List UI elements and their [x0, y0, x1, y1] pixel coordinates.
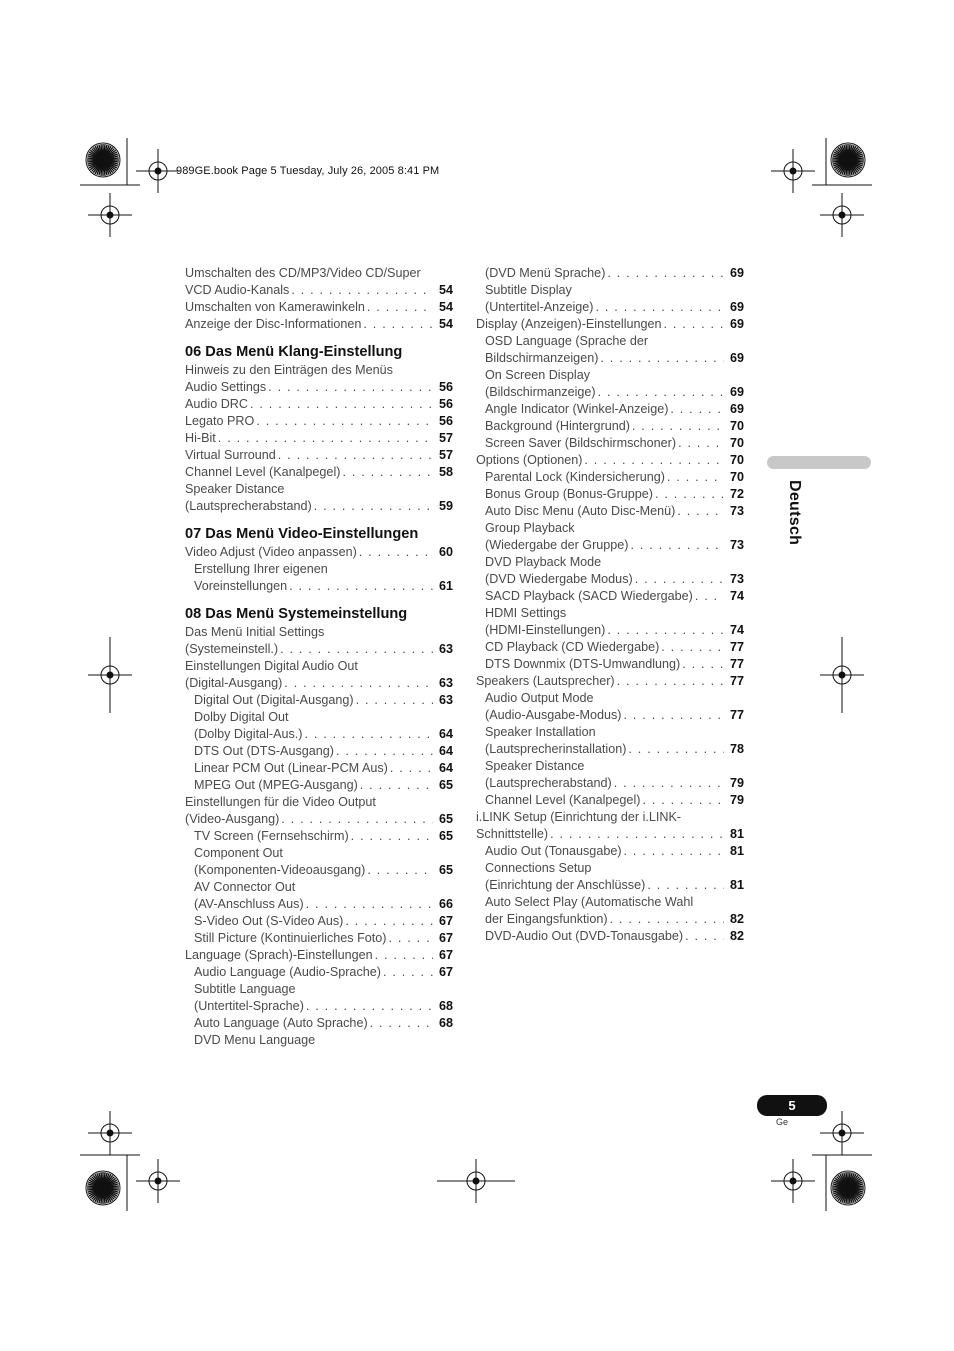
toc-entry-label: Channel Level (Kanalpegel) — [185, 465, 341, 479]
toc-entry-label: Language (Sprach)-Einstellungen — [185, 948, 373, 962]
toc-text-line: Connections Setup — [485, 861, 592, 875]
toc-entry-page: 69 — [729, 402, 744, 416]
toc-entry — [185, 430, 453, 447]
toc-entry — [476, 911, 744, 928]
toc-entry — [476, 622, 744, 639]
toc-entry — [185, 760, 453, 777]
toc-entry-label: (Lautsprecherabstand) — [185, 499, 312, 513]
toc-entry-label: (Systemeinstell.) — [185, 642, 279, 656]
toc-entry-page: 69 — [729, 385, 744, 399]
toc-entry — [185, 464, 453, 481]
toc-entry-page: 81 — [729, 844, 744, 858]
dot-leader — [624, 707, 724, 724]
toc-text-line: HDMI Settings — [485, 606, 567, 620]
toc-entry-label: Audio DRC — [185, 397, 248, 411]
dot-leader — [367, 299, 433, 316]
toc-entry-label: Linear PCM Out (Linear-PCM Aus) — [194, 761, 388, 775]
dot-leader — [306, 896, 433, 913]
toc-entry-page: 54 — [438, 283, 453, 297]
dot-leader — [367, 862, 433, 879]
dot-leader — [647, 877, 724, 894]
toc-entry-page: 67 — [438, 914, 453, 928]
dot-leader — [284, 675, 433, 692]
toc-entry-page: 64 — [438, 761, 453, 775]
toc-text-line: Erstellung Ihrer eigenen — [194, 562, 328, 576]
toc-entry — [185, 998, 453, 1015]
toc-entry-label: (Digital-Ausgang) — [185, 676, 283, 690]
dot-leader — [632, 418, 724, 435]
toc-text-line: Einstellungen Digital Audio Out — [185, 659, 358, 673]
dot-leader — [359, 544, 433, 561]
toc-entry — [476, 673, 744, 690]
toc-entry — [185, 578, 453, 595]
dot-leader — [664, 316, 724, 333]
toc-entry-page: 65 — [438, 829, 453, 843]
toc-entry-page: 77 — [729, 674, 744, 688]
toc-entry — [185, 641, 453, 658]
toc-entry — [476, 588, 744, 605]
toc-entry-page: 67 — [438, 948, 453, 962]
toc-entry — [476, 435, 744, 452]
dot-leader — [695, 588, 724, 605]
toc-entry — [185, 811, 453, 828]
toc-entry-label: Auto Language (Auto Sprache) — [194, 1016, 368, 1030]
toc-entry-label: (Video-Ausgang) — [185, 812, 280, 826]
toc-entry — [476, 486, 744, 503]
toc-entry — [185, 413, 453, 430]
toc-entry — [185, 743, 453, 760]
toc-entry — [476, 843, 744, 860]
toc-entry — [476, 639, 744, 656]
dot-leader — [607, 265, 724, 282]
toc-entry-page: 81 — [729, 878, 744, 892]
toc-entry-page: 70 — [729, 470, 744, 484]
toc-entry-page: 69 — [729, 300, 744, 314]
page-number: 5 — [757, 1095, 827, 1116]
toc-entry — [185, 316, 453, 333]
toc-entry-label: Digital Out (Digital-Ausgang) — [194, 693, 354, 707]
toc-text-line: Subtitle Display — [485, 283, 572, 297]
dot-leader — [356, 692, 433, 709]
toc-left-column — [185, 265, 453, 1049]
dot-leader — [351, 828, 433, 845]
dot-leader — [617, 673, 724, 690]
dot-leader — [682, 656, 724, 673]
toc-entry-page: 79 — [729, 776, 744, 790]
toc-entry-page: 56 — [438, 380, 453, 394]
toc-entry-label: DTS Out (DTS-Ausgang) — [194, 744, 334, 758]
toc-entry-page: 54 — [438, 300, 453, 314]
toc-entry — [185, 396, 453, 413]
toc-entry-page: 69 — [729, 317, 744, 331]
toc-entry — [476, 401, 744, 418]
dot-leader — [596, 299, 725, 316]
toc-entry-label: (Untertitel-Anzeige) — [485, 300, 594, 314]
toc-entry — [476, 452, 744, 469]
toc-entry-page: 68 — [438, 1016, 453, 1030]
toc-text-line: Das Menü Initial Settings — [185, 625, 325, 639]
toc-entry-label: MPEG Out (MPEG-Ausgang) — [194, 778, 358, 792]
toc-entry-page: 82 — [729, 929, 744, 943]
toc-entry-page: 60 — [438, 545, 453, 559]
toc-entry-label: (DVD Wiedergabe Modus) — [485, 572, 633, 586]
toc-entry-page: 70 — [729, 419, 744, 433]
toc-entry-label: Screen Saver (Bildschirmschoner) — [485, 436, 677, 450]
dot-leader — [677, 503, 724, 520]
toc-entry-label: (AV-Anschluss Aus) — [194, 897, 304, 911]
toc-entry-label: Background (Hintergrund) — [485, 419, 630, 433]
toc-entry-page: 70 — [729, 453, 744, 467]
toc-entry — [185, 896, 453, 913]
toc-entry-label: VCD Audio-Kanals — [185, 283, 290, 297]
toc-entry-label: Audio Settings — [185, 380, 267, 394]
toc-entry-page: 68 — [438, 999, 453, 1013]
toc-entry-page: 82 — [729, 912, 744, 926]
toc-entry-label: (Audio-Ausgabe-Modus) — [485, 708, 622, 722]
dot-leader — [624, 843, 724, 860]
toc-entry-label: Parental Lock (Kindersicherung) — [485, 470, 665, 484]
dot-leader — [278, 447, 433, 464]
toc-entry — [476, 656, 744, 673]
toc-entry-page: 73 — [729, 538, 744, 552]
toc-entry — [476, 571, 744, 588]
toc-entry-label: (Lautsprecherabstand) — [485, 776, 612, 790]
toc-entry-label: S-Video Out (S-Video Aus) — [194, 914, 344, 928]
toc-entry — [185, 947, 453, 964]
dot-leader — [678, 435, 724, 452]
toc-entry-page: 69 — [729, 351, 744, 365]
toc-text-line: Component Out — [194, 846, 283, 860]
dot-leader — [370, 1015, 433, 1032]
toc-entry-page: 77 — [729, 708, 744, 722]
toc-entry-label: Auto Disc Menu (Auto Disc-Menü) — [485, 504, 676, 518]
toc-entry-label: Anzeige der Disc-Informationen — [185, 317, 362, 331]
dot-leader — [628, 741, 724, 758]
toc-entry-page: 64 — [438, 727, 453, 741]
toc-entry-page: 67 — [438, 931, 453, 945]
dot-leader — [670, 401, 724, 418]
toc-entry-page: 73 — [729, 504, 744, 518]
toc-entry-page: 81 — [729, 827, 744, 841]
language-label: Deutsch — [786, 480, 803, 546]
toc-entry-label: Display (Anzeigen)-Einstellungen — [476, 317, 662, 331]
toc-entry-page: 77 — [729, 640, 744, 654]
toc-entry-page: 74 — [729, 623, 744, 637]
toc-entry — [185, 777, 453, 794]
toc-entry-page: 79 — [729, 793, 744, 807]
dot-leader — [342, 464, 433, 481]
toc-entry — [476, 299, 744, 316]
dot-leader — [600, 350, 724, 367]
section-heading: 07 Das Menü Video-Einstellungen — [185, 526, 419, 542]
dot-leader — [336, 743, 433, 760]
toc-entry-label: TV Screen (Fernsehschirm) — [194, 829, 349, 843]
toc-entry — [185, 913, 453, 930]
toc-text-line: Auto Select Play (Automatische Wahl — [485, 895, 694, 909]
toc-entry-page: 66 — [438, 897, 453, 911]
toc-entry — [476, 826, 744, 843]
toc-entry — [476, 265, 744, 282]
toc-entry — [185, 930, 453, 947]
toc-entry-label: Video Adjust (Video anpassen) — [185, 545, 357, 559]
dot-leader — [256, 413, 433, 430]
toc-entry-page: 65 — [438, 812, 453, 826]
toc-entry — [476, 469, 744, 486]
dot-leader — [388, 930, 433, 947]
toc-entry-label: DVD-Audio Out (DVD-Tonausgabe) — [485, 929, 684, 943]
toc-entry-label: Virtual Surround — [185, 448, 276, 462]
dot-leader — [584, 452, 724, 469]
toc-entry — [185, 964, 453, 981]
toc-entry-page: 63 — [438, 676, 453, 690]
toc-entry-label: Bonus Group (Bonus-Gruppe) — [485, 487, 654, 501]
dot-leader — [363, 316, 433, 333]
toc-entry-page: 59 — [438, 499, 453, 513]
toc-entry — [185, 299, 453, 316]
toc-entry — [476, 775, 744, 792]
toc-entry — [185, 379, 453, 396]
toc-entry-page: 70 — [729, 436, 744, 450]
toc-text-line: OSD Language (Sprache der — [485, 334, 649, 348]
toc-text-line: Speaker Installation — [485, 725, 596, 739]
toc-entry-label: (Komponenten-Videoausgang) — [194, 863, 366, 877]
toc-entry — [185, 675, 453, 692]
dot-leader — [550, 826, 724, 843]
toc-entry — [476, 503, 744, 520]
toc-entry-label: Umschalten von Kamerawinkeln — [185, 300, 365, 314]
dot-leader — [614, 775, 724, 792]
toc-entry-page: 65 — [438, 778, 453, 792]
toc-entry — [476, 418, 744, 435]
toc-entry-page: 56 — [438, 397, 453, 411]
print-header: 989GE.book Page 5 Tuesday, July 26, 2005 8:41 PM — [176, 165, 440, 177]
dot-leader — [642, 792, 724, 809]
toc-entry-label: (DVD Menü Sprache) — [485, 266, 606, 280]
toc-entry-label: Audio Language (Audio-Sprache) — [194, 965, 381, 979]
toc-entry — [185, 498, 453, 515]
dot-leader — [314, 498, 433, 515]
toc-text-line: Group Playback — [485, 521, 575, 535]
toc-text-line: Umschalten des CD/MP3/Video CD/Super — [185, 266, 421, 280]
toc-entry-page: 69 — [729, 266, 744, 280]
toc-entry-label: (Lautsprecherinstallation) — [485, 742, 627, 756]
toc-entry — [476, 350, 744, 367]
toc-entry-label: Audio Out (Tonausgabe) — [485, 844, 622, 858]
toc-entry-label: Schnittstelle) — [476, 827, 549, 841]
toc-text-line: On Screen Display — [485, 368, 590, 382]
toc-entry-label: (HDMI-Einstellungen) — [485, 623, 606, 637]
dot-leader — [280, 641, 433, 658]
toc-text-line: Einstellungen für die Video Output — [185, 795, 376, 809]
dot-leader — [360, 777, 433, 794]
toc-text-line: DVD Menu Language — [194, 1033, 316, 1047]
toc-entry-label: (Dolby Digital-Aus.) — [194, 727, 303, 741]
dot-leader — [306, 998, 433, 1015]
toc-entry — [185, 282, 453, 299]
dot-leader — [655, 486, 724, 503]
toc-entry — [476, 928, 744, 945]
toc-entry-label: CD Playback (CD Wiedergabe) — [485, 640, 660, 654]
dot-leader — [661, 639, 724, 656]
dot-leader — [383, 964, 433, 981]
toc-text-line: AV Connector Out — [194, 880, 296, 894]
toc-entry-label: (Untertitel-Sprache) — [194, 999, 304, 1013]
dot-leader — [390, 760, 433, 777]
toc-entry-label: Channel Level (Kanalpegel) — [485, 793, 641, 807]
language-tab — [767, 456, 871, 469]
toc-entry-label: (Bildschirmanzeige) — [485, 385, 596, 399]
toc-entry — [185, 726, 453, 743]
toc-entry — [185, 1015, 453, 1032]
toc-entry — [185, 544, 453, 561]
toc-entry-page: 73 — [729, 572, 744, 586]
dot-leader — [291, 282, 433, 299]
toc-entry — [476, 537, 744, 554]
toc-entry-page: 77 — [729, 657, 744, 671]
dot-leader — [304, 726, 433, 743]
dot-leader — [218, 430, 433, 447]
toc-entry — [476, 741, 744, 758]
toc-entry-label: Angle Indicator (Winkel-Anzeige) — [485, 402, 669, 416]
dot-leader — [289, 578, 433, 595]
toc-entry-page: 57 — [438, 431, 453, 445]
toc-entry-label: Options (Optionen) — [476, 453, 583, 467]
page-language-code: Ge — [776, 1117, 789, 1127]
toc-entry — [476, 792, 744, 809]
toc-entry-page: 67 — [438, 965, 453, 979]
section-heading: 06 Das Menü Klang-Einstellung — [185, 344, 403, 360]
toc-entry — [185, 692, 453, 709]
toc-entry-label: SACD Playback (SACD Wiedergabe) — [485, 589, 693, 603]
toc-text-line: Hinweis zu den Einträgen des Menüs — [185, 363, 393, 377]
dot-leader — [598, 384, 724, 401]
toc-entry-page: 58 — [438, 465, 453, 479]
toc-entry — [476, 384, 744, 401]
toc-entry-label: (Einrichtung der Anschlüsse) — [485, 878, 646, 892]
toc-entry-page: 54 — [438, 317, 453, 331]
toc-entry — [185, 862, 453, 879]
toc-text-line: Subtitle Language — [194, 982, 296, 996]
toc-entry-page: 63 — [438, 642, 453, 656]
toc-entry-page: 56 — [438, 414, 453, 428]
toc-entry-page: 64 — [438, 744, 453, 758]
toc-entry-page: 65 — [438, 863, 453, 877]
toc-entry-label: (Wiedergabe der Gruppe) — [485, 538, 629, 552]
toc-entry-label: DTS Downmix (DTS-Umwandlung) — [485, 657, 681, 671]
toc-entry-label: der Eingangsfunktion) — [485, 912, 608, 926]
toc-entry-label: Legato PRO — [185, 414, 255, 428]
toc-entry-page: 78 — [729, 742, 744, 756]
toc-entry-page: 57 — [438, 448, 453, 462]
toc-entry-label: Hi-Bit — [185, 431, 216, 445]
toc-entry — [476, 877, 744, 894]
dot-leader — [610, 911, 724, 928]
toc-text-line: Audio Output Mode — [485, 691, 594, 705]
dot-leader — [667, 469, 724, 486]
toc-entry — [185, 447, 453, 464]
toc-text-line: Speaker Distance — [485, 759, 585, 773]
toc-entry — [476, 316, 744, 333]
dot-leader — [345, 913, 433, 930]
toc-text-line: i.LINK Setup (Einrichtung der i.LINK- — [476, 810, 682, 824]
toc-text-line: Speaker Distance — [185, 482, 285, 496]
dot-leader — [631, 537, 725, 554]
dot-leader — [250, 396, 433, 413]
dot-leader — [281, 811, 433, 828]
toc-entry-page: 63 — [438, 693, 453, 707]
dot-leader — [635, 571, 724, 588]
toc-entry-page: 74 — [729, 589, 744, 603]
toc-entry-label: Speakers (Lautsprecher) — [476, 674, 615, 688]
dot-leader — [607, 622, 724, 639]
toc-text-line: Dolby Digital Out — [194, 710, 289, 724]
dot-leader — [685, 928, 724, 945]
toc-entry-page: 72 — [729, 487, 744, 501]
toc-entry-label: Bildschirmanzeigen) — [485, 351, 599, 365]
toc-entry-page: 61 — [438, 579, 453, 593]
toc-entry-label: Voreinstellungen — [194, 579, 288, 593]
dot-leader — [375, 947, 433, 964]
section-heading: 08 Das Menü Systemeinstellung — [185, 606, 408, 622]
toc-right-column — [476, 265, 744, 945]
dot-leader — [268, 379, 433, 396]
toc-entry — [185, 828, 453, 845]
toc-entry-label: Still Picture (Kontinuierliches Foto) — [194, 931, 387, 945]
toc-text-line: DVD Playback Mode — [485, 555, 602, 569]
toc-entry — [476, 707, 744, 724]
